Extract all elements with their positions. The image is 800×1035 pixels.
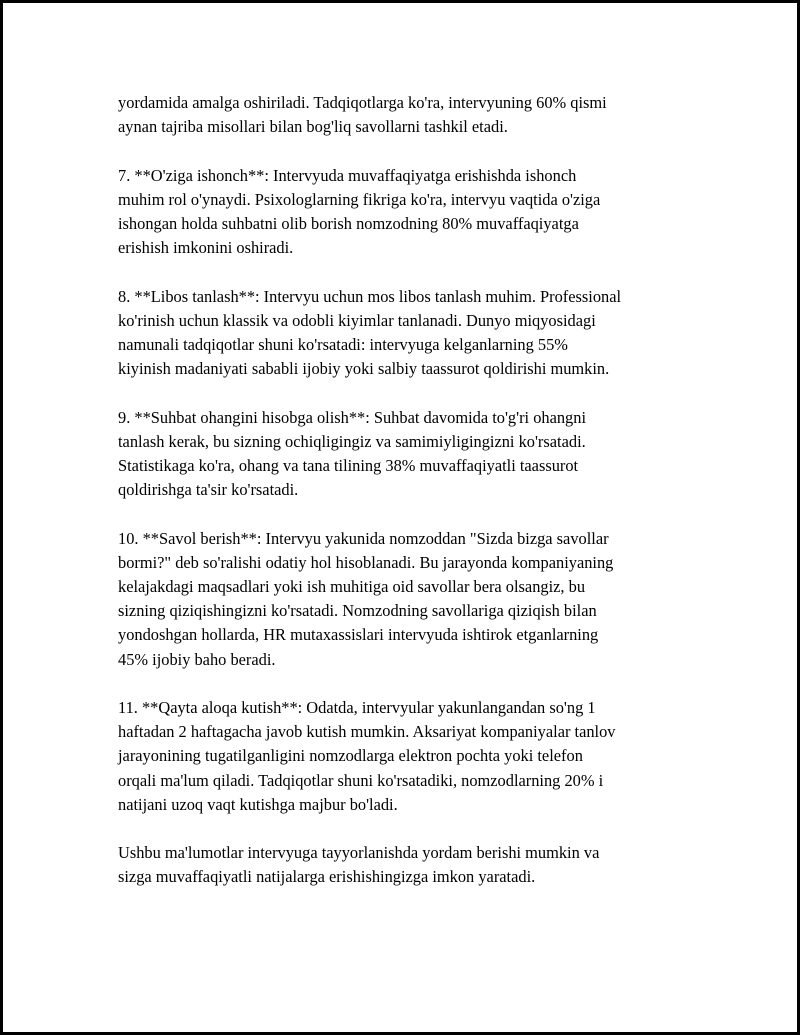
page-content [118, 91, 698, 914]
paragraph-clothing-choice: 8. **Libos tanlash**: Intervyu uchun mos libos tanlash muhim. Professional ko'rinish uchun klassik va odobli kiyimlar tanlanadi. Dunyo miqyosidagi namunali tadqiqotlar shuni ko'rsatadi: intervyuga kelganlarning 55% kiyinish madaniyati sababli ijobiy yoki salbiy taassurot qoldirishi mumkin. [118, 286, 622, 379]
paragraph-asking-questions: 10. **Savol berish**: Intervyu yakunida nomzoddan "Sizda bizga savollar bormi?" deb so'ralishi odatiy hol hisoblanadi. Bu jarayonda kompaniyaning kelajakdagi maqsadlari yoki ish muhitiga oid savollar bera olsangiz, bu sizning qiziqishingizni ko'rsatadi. Nomzodning savollariga qiziqish bilan yondoshgan hollarda, HR mutaxassislari intervyuda ishtirok etganlarning 45% ijobiy baho beradi. [118, 528, 614, 669]
paragraph-awaiting-feedback: 11. **Qayta aloqa kutish**: Odatda, intervyular yakunlangandan so'ng 1 haftadan 2 haftagacha javob kutish mumkin. Aksariyat kompaniyalar tanlov jarayonining tugatilganligini nomzodlarga elektron pochta yoki telefon orqali ma'lum qiladi. Tadqiqotlar shuni ko'rsatadiki, nomzodlarning 20% i natijani uzoq vaqt kutishga majbur bo'ladi. [118, 698, 616, 814]
paragraph-conversation-tone: 9. **Suhbat ohangini hisobga olish**: Suhbat davomida to'g'ri ohangni tanlash kerak, bu sizning ochiqligingiz va samimiyligingizni ko'rsatadi. Statistikaga ko'ra, ohang va tana tilining 38% muvaffaqiyatli taassurot qoldirishga ta'sir ko'rsatadi. [118, 407, 586, 500]
paragraph-experience-examples: yordamida amalga oshiriladi. Tadqiqotlarga ko'ra, intervyuning 60% qismi aynan tajriba misollari bilan bog'liq savollarni tashkil etadi. [118, 93, 607, 137]
paragraph-self-confidence: 7. **O'ziga ishonch**: Intervyuda muvaffaqiyatga erishishda ishonch muhim rol o'ynaydi. Psixologlarning fikriga ko'ra, intervyu vaqtida o'ziga ishongan holda suhbatni olib borish nomzodning 80% muvaffaqiyatga erishish imkonini oshiradi. [118, 165, 601, 258]
paragraph-conclusion: Ushbu ma'lumotlar intervyuga tayyorlanishda yordam berishi mumkin va sizga muvaffaqiyatli natijalarga erishishingizga imkon yaratadi. [118, 843, 600, 887]
